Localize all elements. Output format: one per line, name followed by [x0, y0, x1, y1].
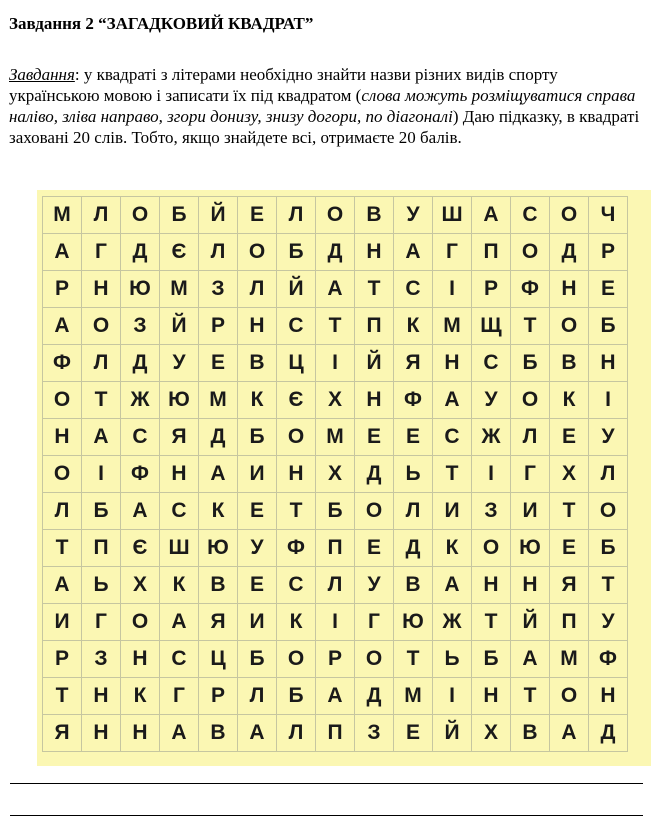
grid-cell[interactable]: А	[160, 715, 199, 752]
grid-cell[interactable]: Н	[82, 678, 121, 715]
grid-cell[interactable]: О	[43, 382, 82, 419]
grid-cell[interactable]: Ю	[121, 271, 160, 308]
grid-cell[interactable]: К	[550, 382, 589, 419]
grid-cell[interactable]: Г	[511, 456, 550, 493]
grid-cell[interactable]: З	[199, 271, 238, 308]
grid-cell[interactable]: В	[238, 345, 277, 382]
grid-cell[interactable]: Ь	[433, 641, 472, 678]
grid-cell[interactable]: Ю	[199, 530, 238, 567]
grid-cell[interactable]: Д	[589, 715, 628, 752]
grid-cell[interactable]: Д	[355, 678, 394, 715]
grid-cell[interactable]: С	[433, 419, 472, 456]
grid-cell[interactable]: Л	[238, 678, 277, 715]
grid-cell[interactable]: Р	[43, 641, 82, 678]
grid-cell[interactable]: Л	[277, 197, 316, 234]
grid-cell[interactable]: Ф	[589, 641, 628, 678]
grid-cell[interactable]: Н	[277, 456, 316, 493]
grid-cell[interactable]: Р	[589, 234, 628, 271]
grid-cell[interactable]: І	[316, 604, 355, 641]
grid-cell[interactable]: Н	[121, 715, 160, 752]
grid-cell[interactable]: О	[316, 197, 355, 234]
grid-cell[interactable]: Т	[43, 530, 82, 567]
grid-cell[interactable]: О	[550, 197, 589, 234]
grid-cell[interactable]: О	[589, 493, 628, 530]
grid-cell[interactable]: У	[238, 530, 277, 567]
grid-cell[interactable]: А	[199, 456, 238, 493]
grid-cell[interactable]: Ю	[394, 604, 433, 641]
grid-cell[interactable]: Й	[160, 308, 199, 345]
grid-cell[interactable]: Х	[316, 456, 355, 493]
grid-cell[interactable]: Й	[433, 715, 472, 752]
grid-cell[interactable]: Т	[589, 567, 628, 604]
task-text-part1: : у квадраті з літерами необхідно знайти назви різних видів спорту українською мовою і записати їх під квадратом (	[9, 65, 558, 105]
grid-cell[interactable]: О	[355, 493, 394, 530]
grid-cell[interactable]: Б	[316, 493, 355, 530]
grid-cell[interactable]: С	[511, 197, 550, 234]
grid-cell[interactable]: Д	[121, 234, 160, 271]
grid-cell[interactable]: Л	[394, 493, 433, 530]
grid-cell[interactable]: Н	[589, 345, 628, 382]
grid-cell[interactable]: Т	[550, 493, 589, 530]
grid-cell[interactable]: С	[121, 419, 160, 456]
grid-cell[interactable]: О	[121, 197, 160, 234]
grid-cell[interactable]: Е	[355, 419, 394, 456]
letter-grid	[42, 196, 628, 752]
grid-cell[interactable]: Й	[511, 604, 550, 641]
grid-cell[interactable]: И	[43, 604, 82, 641]
grid-cell[interactable]: К	[433, 530, 472, 567]
grid-cell[interactable]: Б	[160, 197, 199, 234]
grid-cell[interactable]: Л	[199, 234, 238, 271]
grid-cell[interactable]: Я	[394, 345, 433, 382]
grid-cell[interactable]: Є	[160, 234, 199, 271]
grid-cell[interactable]: Л	[238, 271, 277, 308]
grid-cell[interactable]: И	[238, 456, 277, 493]
grid-cell[interactable]: З	[472, 493, 511, 530]
grid-cell[interactable]: В	[199, 715, 238, 752]
grid-cell[interactable]: Л	[316, 567, 355, 604]
grid-cell[interactable]: М	[43, 197, 82, 234]
grid-cell[interactable]: Л	[511, 419, 550, 456]
grid-cell[interactable]: Д	[394, 530, 433, 567]
grid-cell[interactable]: Б	[82, 493, 121, 530]
grid-cell[interactable]: І	[82, 456, 121, 493]
grid-cell[interactable]: Й	[199, 197, 238, 234]
grid-cell[interactable]: Х	[550, 456, 589, 493]
grid-cell[interactable]: З	[355, 715, 394, 752]
grid-cell[interactable]: П	[316, 715, 355, 752]
grid-cell[interactable]: Е	[355, 530, 394, 567]
grid-cell[interactable]: С	[394, 271, 433, 308]
grid-cell[interactable]: К	[394, 308, 433, 345]
grid-cell[interactable]: К	[238, 382, 277, 419]
grid-cell[interactable]: В	[550, 345, 589, 382]
grid-cell[interactable]: П	[550, 604, 589, 641]
grid-cell[interactable]: Е	[550, 419, 589, 456]
grid-cell[interactable]: А	[121, 493, 160, 530]
grid-cell[interactable]: Н	[355, 234, 394, 271]
grid-cell[interactable]: О	[511, 234, 550, 271]
grid-cell[interactable]: Б	[589, 308, 628, 345]
task-text-part2: ) Даю підказку, в квадраті заховані 20 слів. Тобто, якщо знайдете всі, отримаєте 20 балів.	[9, 107, 640, 147]
grid-cell[interactable]: Д	[121, 345, 160, 382]
grid-cell[interactable]: О	[43, 456, 82, 493]
grid-cell[interactable]: М	[316, 419, 355, 456]
grid-cell[interactable]: А	[43, 308, 82, 345]
page-title: Завдання 2 “ЗАГАДКОВИЙ КВАДРАТ”	[9, 14, 314, 33]
grid-cell[interactable]: І	[472, 456, 511, 493]
grid-cell[interactable]: А	[82, 419, 121, 456]
grid-cell[interactable]: О	[355, 641, 394, 678]
grid-cell[interactable]: Н	[82, 715, 121, 752]
grid-cell[interactable]: Х	[316, 382, 355, 419]
grid-cell[interactable]: Ф	[43, 345, 82, 382]
grid-cell[interactable]: Є	[277, 382, 316, 419]
grid-cell[interactable]: Р	[199, 678, 238, 715]
grid-cell[interactable]: А	[511, 641, 550, 678]
grid-cell[interactable]: А	[160, 604, 199, 641]
grid-cell[interactable]: Б	[238, 641, 277, 678]
grid-cell[interactable]: П	[316, 530, 355, 567]
grid-cell[interactable]: Ц	[277, 345, 316, 382]
grid-cell[interactable]: Ю	[511, 530, 550, 567]
grid-cell[interactable]: Й	[355, 345, 394, 382]
grid-cell[interactable]: Л	[277, 715, 316, 752]
grid-cell[interactable]: Ф	[277, 530, 316, 567]
grid-cell[interactable]: А	[433, 567, 472, 604]
grid-cell[interactable]: А	[433, 382, 472, 419]
grid-cell[interactable]: С	[160, 641, 199, 678]
grid-cell[interactable]: І	[316, 345, 355, 382]
grid-cell[interactable]: Я	[43, 715, 82, 752]
grid-cell[interactable]: В	[394, 567, 433, 604]
grid-cell[interactable]: О	[277, 419, 316, 456]
grid-cell[interactable]: Л	[43, 493, 82, 530]
grid-cell[interactable]: У	[589, 604, 628, 641]
grid-cell[interactable]: А	[316, 271, 355, 308]
grid-cell[interactable]: Т	[43, 678, 82, 715]
grid-cell[interactable]: К	[160, 567, 199, 604]
grid-cell[interactable]: Я	[550, 567, 589, 604]
grid-cell[interactable]: Е	[589, 271, 628, 308]
grid-cell[interactable]: Т	[511, 308, 550, 345]
grid-cell[interactable]: У	[472, 382, 511, 419]
grid-cell[interactable]: З	[82, 641, 121, 678]
grid-cell[interactable]: Ж	[472, 419, 511, 456]
grid-cell[interactable]: Х	[121, 567, 160, 604]
grid-cell[interactable]: А	[43, 567, 82, 604]
grid-cell[interactable]: С	[160, 493, 199, 530]
grid-cell[interactable]: Б	[589, 530, 628, 567]
grid-cell[interactable]: Я	[160, 419, 199, 456]
grid-cell[interactable]: Т	[472, 604, 511, 641]
grid-cell[interactable]: Н	[355, 382, 394, 419]
grid-cell[interactable]: Р	[472, 271, 511, 308]
grid-cell[interactable]: Н	[472, 678, 511, 715]
grid-cell[interactable]: А	[394, 234, 433, 271]
grid-cell[interactable]: Ф	[511, 271, 550, 308]
answer-line-1[interactable]	[10, 783, 643, 784]
grid-cell[interactable]: Н	[43, 419, 82, 456]
grid-cell[interactable]: О	[82, 308, 121, 345]
grid-cell[interactable]: Ц	[199, 641, 238, 678]
grid-cell[interactable]: У	[355, 567, 394, 604]
grid-cell[interactable]: О	[121, 604, 160, 641]
grid-cell[interactable]: Є	[121, 530, 160, 567]
grid-cell[interactable]: М	[433, 308, 472, 345]
grid-cell[interactable]: Д	[355, 456, 394, 493]
grid-cell[interactable]: П	[355, 308, 394, 345]
grid-cell[interactable]: Р	[199, 308, 238, 345]
grid-cell[interactable]: У	[394, 197, 433, 234]
grid-cell[interactable]: Д	[199, 419, 238, 456]
grid-cell[interactable]: О	[277, 641, 316, 678]
grid-cell[interactable]: Т	[316, 308, 355, 345]
grid-cell[interactable]: Р	[316, 641, 355, 678]
grid-cell[interactable]: Щ	[472, 308, 511, 345]
grid-cell[interactable]: П	[472, 234, 511, 271]
grid-cell[interactable]: Л	[82, 345, 121, 382]
grid-cell[interactable]: Т	[511, 678, 550, 715]
task-description	[9, 64, 649, 148]
grid-cell[interactable]: Е	[199, 345, 238, 382]
grid-cell[interactable]: Д	[550, 234, 589, 271]
grid-cell[interactable]: Б	[238, 419, 277, 456]
grid-cell[interactable]: М	[550, 641, 589, 678]
grid-cell[interactable]: Ж	[121, 382, 160, 419]
grid-cell[interactable]: Б	[277, 678, 316, 715]
grid-cell[interactable]: А	[238, 715, 277, 752]
grid-cell[interactable]: У	[160, 345, 199, 382]
grid-cell[interactable]: Ь	[394, 456, 433, 493]
grid-cell[interactable]: Й	[277, 271, 316, 308]
grid-cell[interactable]: Н	[433, 345, 472, 382]
grid-cell[interactable]: Г	[82, 234, 121, 271]
grid-cell[interactable]: О	[511, 382, 550, 419]
grid-cell[interactable]: Т	[277, 493, 316, 530]
grid-cell[interactable]: Ш	[433, 197, 472, 234]
grid-cell[interactable]: Н	[82, 271, 121, 308]
task-text-italic: слова можуть розміщуватися справа наліво, зліва направо, згори донизу, знизу догори, по діагоналі	[9, 86, 636, 126]
grid-cell[interactable]: Н	[511, 567, 550, 604]
grid-cell[interactable]: О	[238, 234, 277, 271]
grid-cell[interactable]: В	[199, 567, 238, 604]
grid-cell[interactable]: І	[589, 382, 628, 419]
grid-cell[interactable]: М	[160, 271, 199, 308]
answer-line-2[interactable]	[10, 815, 643, 816]
grid-cell[interactable]: Е	[238, 567, 277, 604]
grid-cell[interactable]: Ф	[121, 456, 160, 493]
grid-cell[interactable]: М	[199, 382, 238, 419]
grid-cell[interactable]: С	[277, 308, 316, 345]
grid-cell[interactable]: С	[472, 345, 511, 382]
grid-cell[interactable]: Б	[511, 345, 550, 382]
grid-cell[interactable]: О	[550, 678, 589, 715]
grid-cell[interactable]: Т	[82, 382, 121, 419]
grid-cell[interactable]: П	[82, 530, 121, 567]
grid-cell[interactable]: Т	[433, 456, 472, 493]
grid-cell[interactable]: Ю	[160, 382, 199, 419]
grid-cell[interactable]: В	[511, 715, 550, 752]
task-label: Завдання	[9, 65, 75, 84]
grid-cell[interactable]: И	[433, 493, 472, 530]
grid-cell[interactable]: Б	[277, 234, 316, 271]
grid-cell[interactable]: Н	[589, 678, 628, 715]
grid-cell[interactable]: І	[433, 678, 472, 715]
grid-cell[interactable]: Г	[433, 234, 472, 271]
grid-cell[interactable]: Н	[121, 641, 160, 678]
grid-cell[interactable]: В	[355, 197, 394, 234]
grid-cell[interactable]: Н	[550, 271, 589, 308]
grid-cell[interactable]: А	[316, 678, 355, 715]
grid-cell[interactable]: О	[472, 530, 511, 567]
grid-cell[interactable]: Ш	[160, 530, 199, 567]
grid-cell[interactable]: Е	[238, 493, 277, 530]
grid-cell[interactable]: А	[472, 197, 511, 234]
grid-cell[interactable]: Н	[238, 308, 277, 345]
grid-cell[interactable]: Б	[472, 641, 511, 678]
grid-cell[interactable]: Д	[316, 234, 355, 271]
grid-cell[interactable]: І	[433, 271, 472, 308]
grid-cell[interactable]: К	[121, 678, 160, 715]
grid-cell[interactable]: Е	[238, 197, 277, 234]
grid-cell[interactable]: С	[277, 567, 316, 604]
grid-cell[interactable]: О	[550, 308, 589, 345]
grid-cell[interactable]: Е	[394, 419, 433, 456]
grid-cell[interactable]: Т	[394, 641, 433, 678]
grid-cell[interactable]: Г	[355, 604, 394, 641]
grid-cell[interactable]: Ч	[589, 197, 628, 234]
grid-cell[interactable]: А	[43, 234, 82, 271]
grid-cell[interactable]: Г	[160, 678, 199, 715]
grid-cell[interactable]: Х	[472, 715, 511, 752]
grid-cell[interactable]: И	[238, 604, 277, 641]
grid-cell[interactable]: Я	[199, 604, 238, 641]
grid-cell[interactable]: Л	[82, 197, 121, 234]
grid-cell[interactable]: Е	[550, 530, 589, 567]
grid-cell[interactable]: К	[199, 493, 238, 530]
grid-cell[interactable]: Т	[355, 271, 394, 308]
grid-cell[interactable]: И	[511, 493, 550, 530]
grid-cell[interactable]: Г	[82, 604, 121, 641]
grid-cell[interactable]: Ь	[82, 567, 121, 604]
grid-cell[interactable]: Ж	[433, 604, 472, 641]
grid-cell[interactable]: А	[550, 715, 589, 752]
grid-cell[interactable]: К	[277, 604, 316, 641]
grid-cell[interactable]: Е	[394, 715, 433, 752]
grid-cell[interactable]: Н	[472, 567, 511, 604]
grid-cell[interactable]: Н	[160, 456, 199, 493]
grid-cell[interactable]: З	[121, 308, 160, 345]
grid-cell[interactable]: Р	[43, 271, 82, 308]
grid-cell[interactable]: У	[589, 419, 628, 456]
grid-cell[interactable]: Ф	[394, 382, 433, 419]
grid-cell[interactable]: М	[394, 678, 433, 715]
grid-cell[interactable]: Л	[589, 456, 628, 493]
